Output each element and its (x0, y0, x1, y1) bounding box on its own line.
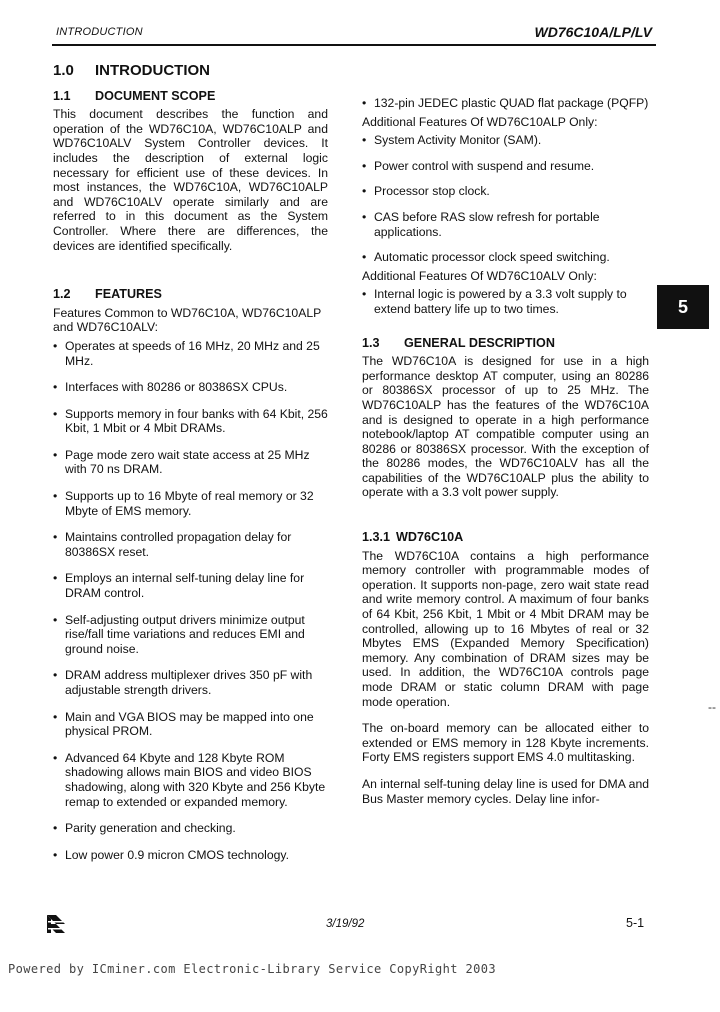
margin-mark: -- (708, 700, 716, 714)
alp-feature-item: • Processor stop clock. (362, 184, 649, 199)
feature-item: • Maintains controlled propagation delay for 80386SX reset. (53, 530, 328, 559)
wd76c10a-paragraph-2: The on-board memory can be allocated either to extended or EMS memory in 128 Kbyte increments. Forty EMS registers support EMS 4.0 multitasking. (362, 721, 649, 765)
scope-title: DOCUMENT SCOPE (95, 88, 216, 103)
wd76c10a-title: WD76C10A (396, 530, 464, 545)
general-number: 1.3 (362, 335, 380, 350)
feature-item: • DRAM address multiplexer drives 350 pF with adjustable strength drivers. (53, 668, 328, 697)
intro-number: 1.0 (53, 62, 74, 79)
feature-item: • Low power 0.9 micron CMOS technology. (53, 848, 328, 863)
alp-features-intro: Additional Features Of WD76C10ALP Only: (362, 114, 598, 129)
feature-item: • Page mode zero wait state access at 25 MHz with 70 ns DRAM. (53, 448, 328, 477)
features-intro: Features Common to WD76C10A, WD76C10ALP and WD76C10ALV: (53, 305, 322, 335)
header-rule (52, 44, 656, 46)
alp-feature-item: • Power control with suspend and resume. (362, 159, 649, 174)
wd76c10a-number: 1.3.1 (362, 530, 391, 545)
general-title: GENERAL DESCRIPTION (404, 335, 555, 350)
feature-item: • Self-adjusting output drivers minimize output rise/fall time variations and reduces EMI and ground noise. (53, 613, 328, 657)
footer-date: 3/19/92 (326, 918, 365, 930)
alv-features-intro: Additional Features Of WD76C10ALV Only: (362, 268, 597, 283)
alp-feature-item: • Automatic processor clock speed switching. (362, 250, 649, 265)
feature-item: • Parity generation and checking. (53, 821, 328, 836)
general-paragraph: The WD76C10A is designed for use in a high performance desktop AT computer, using an 80286 or 80386SX processor of up to 25 MHz. The WD76C10ALP has the features of the WD76C10A and is designed to operate in a high performance notebook/laptop AT compatible computer using an 80286 or 80386SX processor. With the exception of the 80286 modes, the WD76C10ALV has all the capabilities of the WD76C10ALP plus the ability to operate with a 3.3 volt power supply. (362, 354, 649, 500)
feature-item: • Interfaces with 80286 or 80386SX CPUs. (53, 380, 328, 395)
intro-title: INTRODUCTION (95, 62, 210, 79)
left-column (53, 64, 328, 874)
general-heading (362, 336, 649, 351)
intro-heading (53, 64, 328, 79)
header-product-name: WD76C10A/LP/LV (534, 24, 652, 40)
alp-features-list (362, 133, 649, 265)
feature-item: • Supports memory in four banks with 64 Kbit, 256 Kbit, 1 Mbit or 4 Mbit DRAMs. (53, 407, 328, 436)
powered-by-line: Powered by ICminer.com Electronic-Library Service CopyRight 2003 (8, 962, 496, 976)
feature-item: • Operates at speeds of 16 MHz, 20 MHz and 25 MHz. (53, 339, 328, 368)
wd76c10a-paragraph-1: The WD76C10A contains a high performance memory controller with programmable modes of operation. It supports non-page, zero wait state read and write memory control. A maximum of four banks of 64 Kbit, 256 Kbit, 1 Mbit or 4 Mbit DRAM may be controlled, allowing up to 16 Mbytes of real or 32 Mbytes EMS (Expanded Memory Specification) memory. Any combination of DRAM sizes may be used. In addition, the WD76C10A controls page mode DRAM or static column DRAM with page mode operation. (362, 548, 649, 709)
footer-page-number: 5-1 (626, 916, 645, 930)
features-list-continued (362, 96, 649, 111)
header-section-label: INTRODUCTION (56, 26, 143, 38)
scope-paragraph: This document describes the function and operation of the WD76C10A, WD76C10ALP and WD76C10ALV System Controller devices. It includes the description of external logic necessary for efficient use of these devices. In most instances, the WD76C10A, WD76C10ALP and WD76C10ALV operate similarly and are referred to in this document as the System Controller. Where there are differences, the devices are identified specifically. (53, 107, 328, 253)
chapter-tab: 5 (657, 285, 709, 329)
features-heading (53, 287, 328, 302)
alv-feature-item: • Internal logic is powered by a 3.3 volt supply to extend battery life up to two times. (362, 287, 649, 316)
right-column (362, 96, 649, 814)
company-logo-icon (46, 913, 66, 935)
features-list (53, 339, 328, 862)
alp-feature-item: • CAS before RAS slow refresh for portable applications. (362, 210, 649, 239)
features-number: 1.2 (53, 287, 71, 302)
feature-item: • Main and VGA BIOS may be mapped into one physical PROM. (53, 710, 328, 739)
feature-item: • Employs an internal self-tuning delay line for DRAM control. (53, 571, 328, 600)
features-title: FEATURES (95, 287, 162, 302)
scope-number: 1.1 (53, 88, 71, 103)
alv-features-list (362, 287, 649, 316)
feature-item: • 132-pin JEDEC plastic QUAD flat package (PQFP) (362, 96, 649, 111)
feature-item: • Supports up to 16 Mbyte of real memory or 32 Mbyte of EMS memory. (53, 489, 328, 518)
scope-heading (53, 89, 328, 104)
wd76c10a-paragraph-3: An internal self-tuning delay line is used for DMA and Bus Master memory cycles. Delay line infor- (362, 776, 649, 806)
wd76c10a-heading (362, 530, 649, 545)
feature-item: • Advanced 64 Kbyte and 128 Kbyte ROM shadowing allows main BIOS and video BIOS shadowing, along with 320 Kbyte and 256 Kbyte remap to extended or expanded memory. (53, 751, 328, 809)
alp-feature-item: • System Activity Monitor (SAM). (362, 133, 649, 148)
